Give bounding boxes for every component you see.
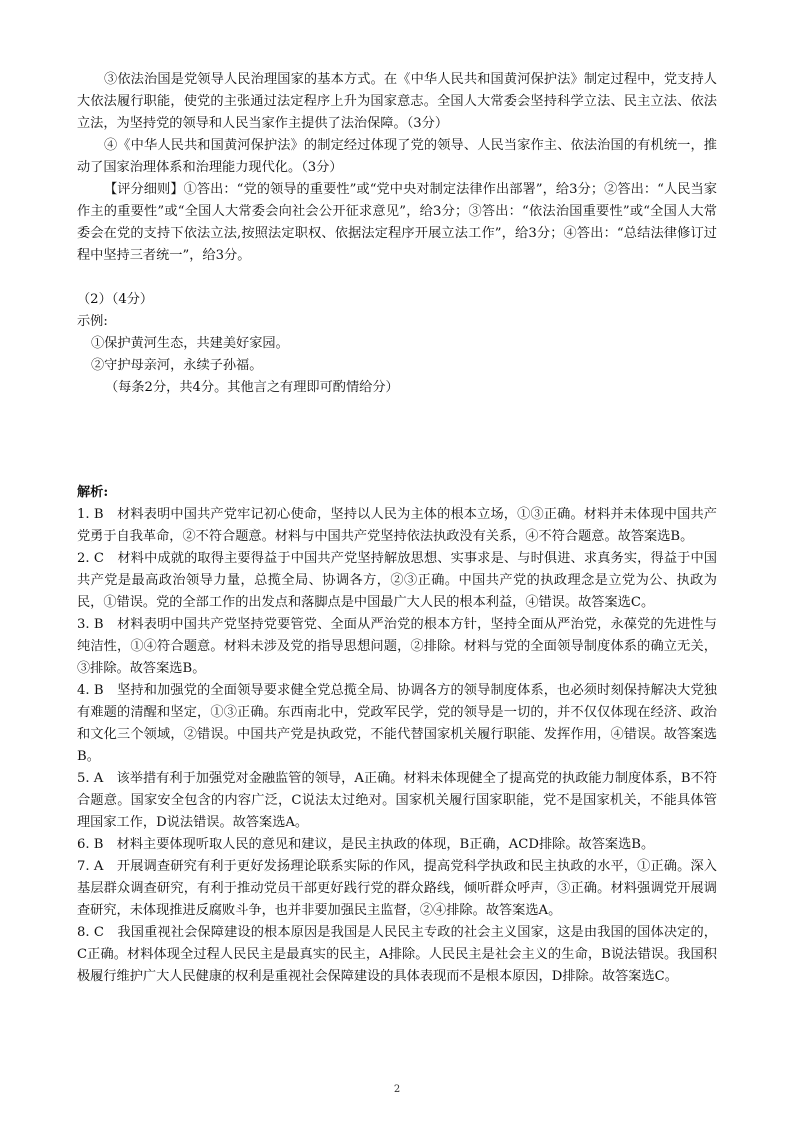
page-number: 2	[393, 1084, 401, 1095]
answer-section-part1	[77, 69, 717, 267]
answer-section-part2	[77, 289, 717, 399]
scoring-note: （每条2分，共4分。其他言之有理即可酌情给分）	[105, 380, 399, 395]
analysis-item-5: 5. A 该举措有利于加强党对金融监管的领导，A正确。材料未体现健全了提高党的执政能力制度体系，B不符合题意。国家安全包含的内容广泛，C说法太过绝对。国家机关履行国家职能，党不是国家机关，不能具体管理国家工作，D说法错误。故答案选A。	[77, 771, 717, 830]
analysis-item-7: 7. A 开展调查研究有利于更好发扬理论联系实际的作风，提高党科学执政和民主执政的水平，①正确。深入基层群众调查研究，有利于推动党员干部更好践行党的群众路线，倾听群众呼声，③正确。材料强调党开展调查研究，未体现推进反腐败斗争，也并非要加强民主监督，②④排除。故答案选A。	[77, 859, 717, 918]
example-2: ②守护母亲河，永续子孙福。	[91, 358, 263, 373]
scoring-rules: 【评分细则】①答出：“党的领导的重要性”或“党中央对制定法律作出部署”，给3分；②答出：“人民当家作主的重要性”或“全国人大常委会向社会公开征求意见”，给3分；③答出：“依法治国重要性”或“全国人大常委会在党的支持下依法立法,按照法定职权、依据法定程序开展立法工作”，给3分；④答出：“总结法律修订过程中坚持三者统一”，给3分。	[77, 182, 717, 263]
analysis-item-2: 2. C 材料中成就的取得主要得益于中国共产党坚持解放思想、实事求是、与时俱进、求真务实，得益于中国共产党是最高政治领导力量，总揽全局、协调各方，②③正确。中国共产党的执政理念是立党为公、执政为民，①错误。党的全部工作的出发点和落脚点是中国最广大人民的根本利益，④错误。故答案选C。	[77, 551, 717, 610]
analysis-heading: 解析:	[77, 485, 109, 500]
analysis-item-4: 4. B 坚持和加强党的全面领导要求健全党总揽全局、协调各方的领导制度体系，也必须时刻保持解决大党独有难题的清醒和坚定，①③正确。东西南北中，党政军民学，党的领导是一切的，并不仅仅体现在经济、政治和文化三个领域，②错误。中国共产党是执政党，不能代替国家机关履行职能、发挥作用，④错误。故答案选B。	[77, 683, 717, 764]
part2-label: （2）（4分）	[77, 292, 154, 307]
answer-point-4: ④《中华人民共和国黄河保护法》的制定经过体现了党的领导、人民当家作主、依法治国的有机统一，推动了国家治理体系和治理能力现代化。（3分）	[77, 138, 717, 175]
analysis-item-1: 1. B 材料表明中国共产党牢记初心使命，坚持以人民为主体的根本立场，①③正确。材料并未体现中国共产党勇于自我革命，②不符合题意。材料与中国共产党坚持依法执政没有关系，④不符合题意。故答案选B。	[77, 507, 717, 544]
analysis-item-3: 3. B 材料表明中国共产党坚持党要管党、全面从严治党的根本方针，坚持全面从严治党，永葆党的先进性与纯洁性，①④符合题意。材料未涉及党的指导思想问题，②排除。材料与党的全面领导制度体系的确立无关，③排除。故答案选B。	[77, 617, 717, 676]
analysis-item-8: 8. C 我国重视社会保障建设的根本原因是我国是人民民主专政的社会主义国家，这是由我国的国体决定的，C正确。材料体现全过程人民民主是最真实的民主，A排除。人民民主是社会主义的生命，B说法错误。我国积极履行维护广大人民健康的权利是重视社会保障建设的具体表现而不是根本原因，D排除。故答案选C。	[77, 925, 717, 984]
analysis-section	[77, 482, 717, 988]
example-1: ①保护黄河生态，共建美好家园。	[91, 336, 289, 351]
analysis-item-6: 6. B 材料主要体现听取人民的意见和建议，是民主执政的体现，B正确，ACD排除。故答案选B。	[77, 837, 655, 852]
example-label: 示例:	[77, 314, 108, 329]
answer-point-3: ③依法治国是党领导人民治理国家的基本方式。在《中华人民共和国黄河保护法》制定过程中，党支持人大依法履行职能，使党的主张通过法定程序上升为国家意志。全国人大常委会坚持科学立法、民主立法、依法立法，为坚持党的领导和人民当家作主提供了法治保障。（3分）	[77, 72, 717, 131]
